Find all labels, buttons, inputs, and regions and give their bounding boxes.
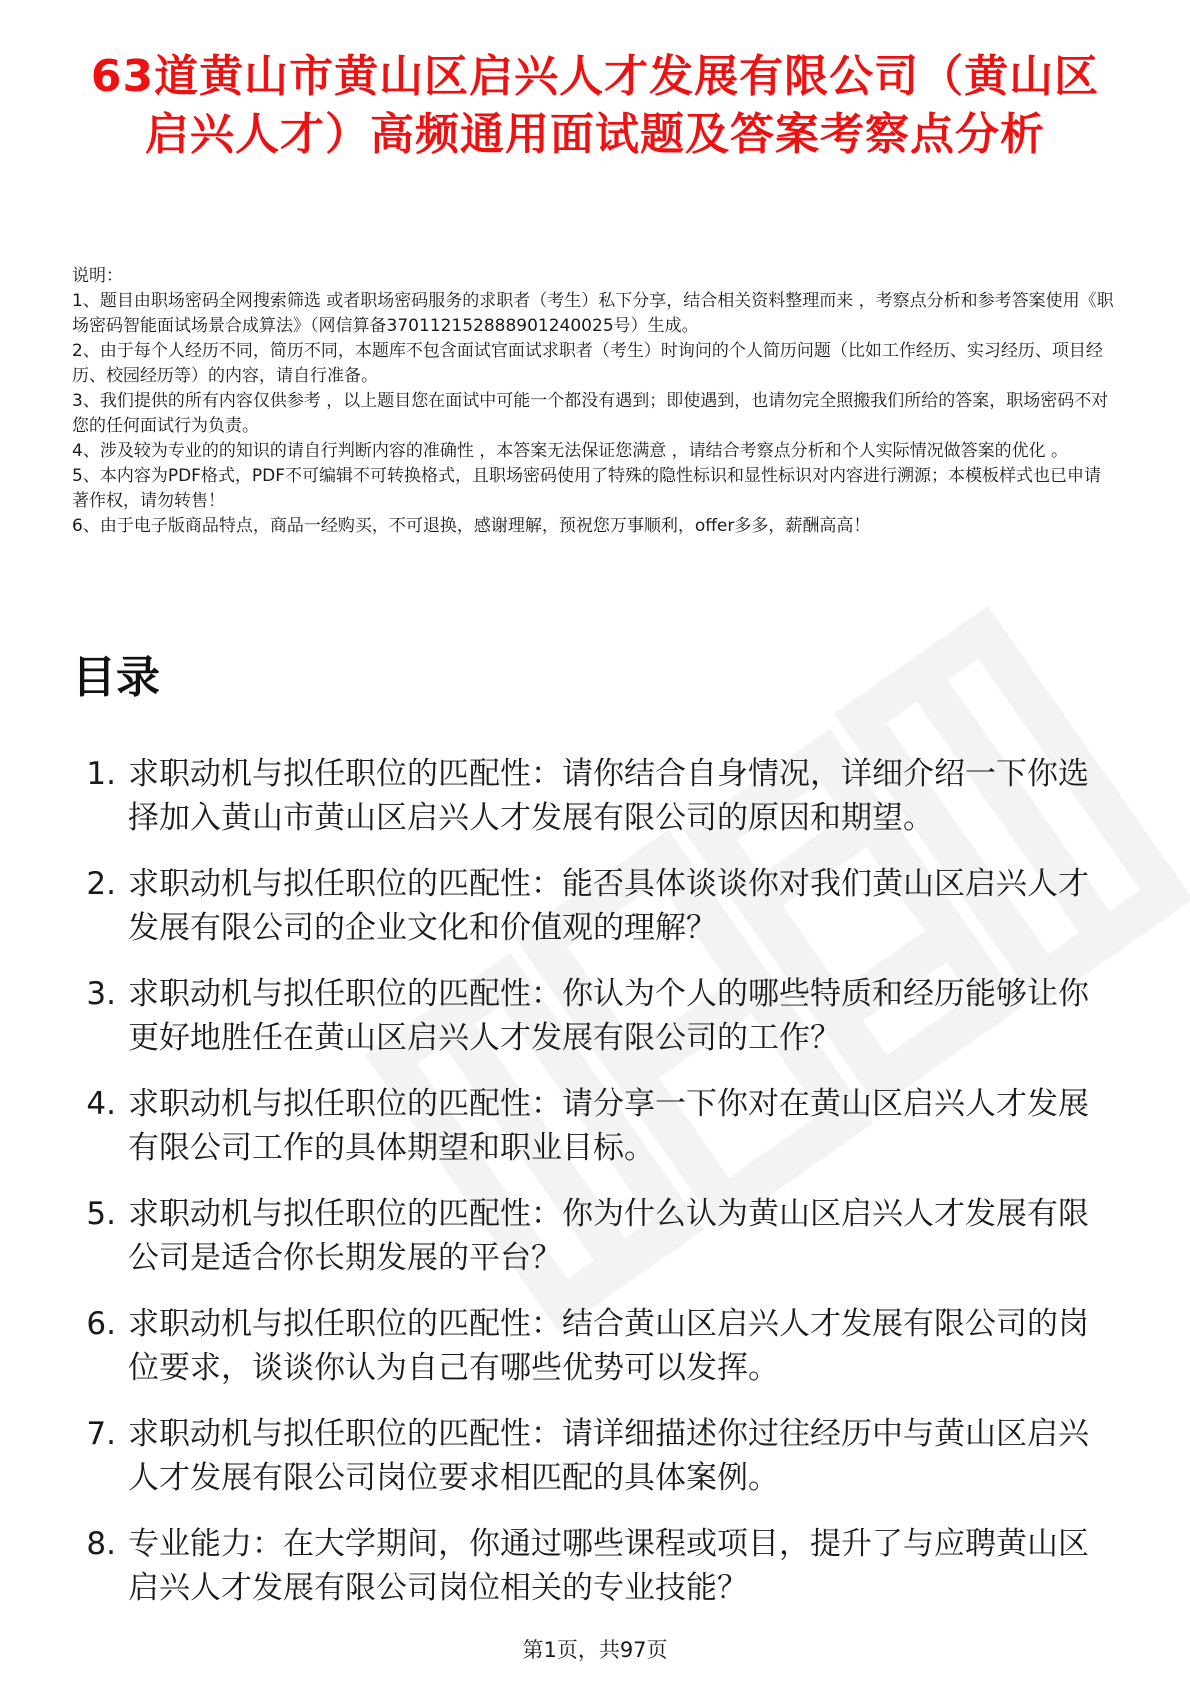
toc-item[interactable] (72, 1082, 1118, 1170)
notes-block (72, 264, 1118, 539)
toc-item-text: 求职动机与拟任职位的匹配性：请你结合自身情况，详细介绍一下你选择加入黄山市黄山区启兴人才发展有限公司的原因和期望。 (128, 756, 1089, 836)
toc-item[interactable] (72, 1192, 1118, 1280)
toc-item[interactable] (72, 1302, 1118, 1390)
toc-item-text: 求职动机与拟任职位的匹配性：请详细描述你过往经历中与黄山区启兴人才发展有限公司岗位要求相匹配的具体案例。 (128, 1416, 1089, 1496)
note-item: 5、本内容为PDF格式，PDF不可编辑不可转换格式，且职场密码使用了特殊的隐性标识和显性标识对内容进行溯源；本模板样式也已申请著作权，请勿转售！ (72, 466, 1102, 511)
toc-item[interactable] (72, 1412, 1118, 1500)
note-item: 6、由于电子版商品特点，商品一经购买，不可退换，感谢理解，预祝您万事顺利，offer多多，薪酬高高！ (72, 516, 871, 536)
toc-item-number: 2. (86, 866, 116, 902)
note-item: 4、涉及较为专业的的知识的请自行判断内容的准确性 ，本答案无法保证您满意 ，请结合考察点分析和个人实际情况做答案的优化 。 (72, 441, 1069, 461)
note-item: 2、由于每个人经历不同，简历不同，本题库不包含面试官面试求职者（考生）时询问的个人简历问题（比如工作经历、实习经历、项目经历、校园经历等）的内容，请自行准备。 (72, 341, 1103, 386)
page-footer: 第1页，共97页 (522, 1638, 668, 1662)
toc-item-number: 8. (86, 1526, 116, 1562)
toc-item-number: 4. (86, 1086, 116, 1122)
toc-item[interactable] (72, 752, 1118, 840)
toc-item-text: 求职动机与拟任职位的匹配性：你为什么认为黄山区启兴人才发展有限公司是适合你长期发展的平台？ (128, 1196, 1089, 1276)
notes-label: 说明： (72, 266, 123, 286)
toc-item-text: 专业能力：在大学期间，你通过哪些课程或项目，提升了与应聘黄山区启兴人才发展有限公司岗位相关的专业技能？ (128, 1526, 1089, 1606)
toc-item-number: 7. (86, 1416, 116, 1452)
toc-heading: 目录 (72, 652, 160, 703)
toc-item-number: 1. (86, 756, 116, 792)
document-title: 63道黄山市黄山区启兴人才发展有限公司（黄山区启兴人才）高频通用面试题及答案考察点分析 (90, 51, 1100, 160)
toc-item-text: 求职动机与拟任职位的匹配性：请分享一下你对在黄山区启兴人才发展有限公司工作的具体期望和职业目标。 (128, 1086, 1089, 1166)
toc-list (72, 752, 1118, 1632)
toc-item-number: 6. (86, 1306, 116, 1342)
toc-item-text: 求职动机与拟任职位的匹配性：你认为个人的哪些特质和经历能够让你更好地胜任在黄山区启兴人才发展有限公司的工作？ (128, 976, 1089, 1056)
toc-item[interactable] (72, 862, 1118, 950)
toc-item-number: 5. (86, 1196, 116, 1232)
toc-item-text: 求职动机与拟任职位的匹配性：结合黄山区启兴人才发展有限公司的岗位要求，谈谈你认为自己有哪些优势可以发挥。 (128, 1306, 1089, 1386)
toc-item-text: 求职动机与拟任职位的匹配性：能否具体谈谈你对我们黄山区启兴人才发展有限公司的企业文化和价值观的理解？ (128, 866, 1089, 946)
toc-item[interactable] (72, 1522, 1118, 1610)
note-item: 3、我们提供的所有内容仅供参考 ，以上题目您在面试中可能一个都没有遇到；即使遇到，也请勿完全照搬我们所给的答案，职场密码不对您的任何面试行为负责。 (72, 391, 1109, 436)
toc-item-number: 3. (86, 976, 116, 1012)
toc-item[interactable] (72, 972, 1118, 1060)
note-item: 1、题目由职场密码全网搜索筛选 或者职场密码服务的求职者（考生）私下分享，结合相关资料整理而来 ，考察点分析和参考答案使用《职场密码智能面试场景合成算法》（网信算备370112152888901240025号）生成。 (72, 291, 1114, 336)
